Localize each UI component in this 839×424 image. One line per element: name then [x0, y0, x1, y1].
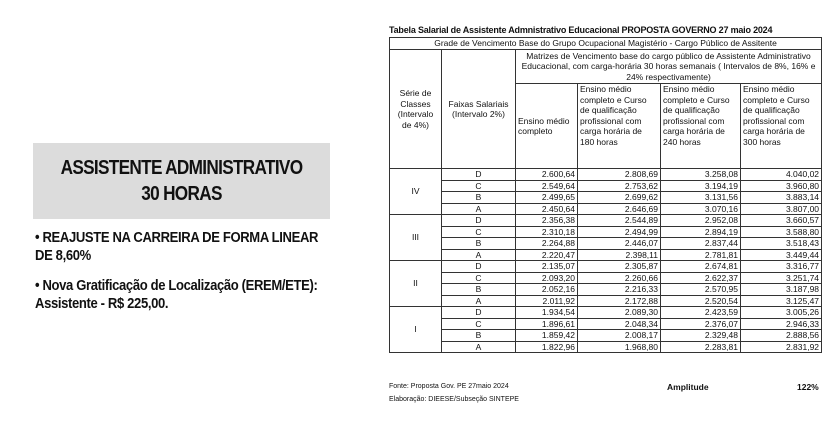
value-cell: 4.040,02 — [741, 169, 822, 181]
table-row — [390, 284, 822, 296]
matrix-header-row — [390, 50, 822, 84]
col-240-header: Ensino médio completo e Curso de qualificação profissional com carga horária de 240 horas — [661, 84, 741, 169]
value-cell: 3.518,43 — [741, 238, 822, 250]
table-row — [390, 169, 822, 181]
value-cell: 2.305,87 — [578, 261, 661, 273]
value-cell: 2.264,88 — [516, 238, 578, 250]
value-cell: 2.446,07 — [578, 238, 661, 250]
value-cell: 3.187,98 — [741, 284, 822, 296]
group-header: Grade de Vencimento Base do Grupo Ocupacional Magistério - Cargo Público de Assitente — [390, 38, 822, 50]
faixa-cell: D — [442, 261, 516, 273]
table-row — [390, 261, 822, 273]
table-row — [390, 249, 822, 261]
value-cell: 2.952,08 — [661, 215, 741, 227]
value-cell: 3.588,80 — [741, 226, 822, 238]
value-cell: 3.070,16 — [661, 203, 741, 215]
bullet-readjustment: • REAJUSTE NA CARREIRA DE FORMA LINEAR DE 8,60% — [35, 230, 319, 264]
value-cell: 2.831,92 — [741, 341, 822, 353]
faixa-cell: C — [442, 180, 516, 192]
value-cell: 2.376,07 — [661, 318, 741, 330]
value-cell: 3.660,57 — [741, 215, 822, 227]
value-cell: 2.549,64 — [516, 180, 578, 192]
table-row — [390, 215, 822, 227]
amplitude-value: 122% — [797, 382, 819, 392]
value-cell: 2.135,07 — [516, 261, 578, 273]
value-cell: 2.570,95 — [661, 284, 741, 296]
table-title: Tabela Salarial de Assistente Admnistrativo Educacional PROPOSTA GOVERNO 27 maio 2024 — [389, 25, 773, 35]
faixa-cell: D — [442, 215, 516, 227]
faixa-cell: B — [442, 192, 516, 204]
value-cell: 2.310,18 — [516, 226, 578, 238]
value-cell: 3.131,56 — [661, 192, 741, 204]
value-cell: 2.011,92 — [516, 295, 578, 307]
value-cell: 2.699,62 — [578, 192, 661, 204]
faixa-cell: A — [442, 341, 516, 353]
title-line-2: 30 HORAS — [141, 183, 222, 205]
value-cell: 3.005,26 — [741, 307, 822, 319]
value-cell: 3.316,77 — [741, 261, 822, 273]
matrix-header: Matrizes de Vencimento base do cargo público de Assistente Administrativo Educacional, com carga-horária 30 horas semanais ( Intervalos de 8%, 16% e 24% respectivamente) — [516, 50, 822, 84]
value-cell: 1.968,80 — [578, 341, 661, 353]
value-cell: 1.859,42 — [516, 330, 578, 342]
table-row — [390, 318, 822, 330]
value-cell: 3.449,44 — [741, 249, 822, 261]
value-cell: 2.781,81 — [661, 249, 741, 261]
col-faixas-header: Faixas Salariais (Intervalo 2%) — [442, 50, 516, 169]
value-cell: 2.888,56 — [741, 330, 822, 342]
faixa-cell: B — [442, 238, 516, 250]
value-cell: 2.622,37 — [661, 272, 741, 284]
faixa-cell: C — [442, 318, 516, 330]
col-180-header: Ensino médio completo e Curso de qualificação profissional com carga horária de 180 horas — [578, 84, 661, 169]
value-cell: 3.960,80 — [741, 180, 822, 192]
value-cell: 3.194,19 — [661, 180, 741, 192]
value-cell: 2.216,33 — [578, 284, 661, 296]
value-cell: 3.125,47 — [741, 295, 822, 307]
value-cell: 2.089,30 — [578, 307, 661, 319]
value-cell: 3.251,74 — [741, 272, 822, 284]
table-row — [390, 272, 822, 284]
value-cell: 2.008,17 — [578, 330, 661, 342]
value-cell: 2.946,33 — [741, 318, 822, 330]
group-header-row — [390, 38, 822, 50]
table-row — [390, 238, 822, 250]
serie-cell: I — [390, 307, 442, 353]
faixa-cell: A — [442, 249, 516, 261]
value-cell: 2.600,64 — [516, 169, 578, 181]
value-cell: 2.494,99 — [578, 226, 661, 238]
title-heading — [54, 155, 309, 207]
value-cell: 3.258,08 — [661, 169, 741, 181]
table-row — [390, 341, 822, 353]
col-300-header: Ensino médio completo e Curso de qualificação profissional com carga horária de 300 horas — [741, 84, 822, 169]
faixa-cell: A — [442, 295, 516, 307]
value-cell: 2.894,19 — [661, 226, 741, 238]
title-line-1: ASSISTENTE ADMINISTRATIVO — [60, 157, 303, 179]
value-cell: 2.499,65 — [516, 192, 578, 204]
value-cell: 1.896,61 — [516, 318, 578, 330]
value-cell: 2.520,54 — [661, 295, 741, 307]
table-row — [390, 295, 822, 307]
faixa-cell: B — [442, 330, 516, 342]
value-cell: 2.220,47 — [516, 249, 578, 261]
faixa-cell: C — [442, 272, 516, 284]
table-row — [390, 226, 822, 238]
title-box — [33, 143, 330, 219]
amplitude-label: Amplitude — [667, 382, 709, 392]
faixa-cell: C — [442, 226, 516, 238]
table-row — [390, 307, 822, 319]
faixa-cell: D — [442, 169, 516, 181]
table-row — [390, 180, 822, 192]
value-cell: 2.837,44 — [661, 238, 741, 250]
faixa-cell: D — [442, 307, 516, 319]
col-serie-header: Série de Classes (Intervalo de 4%) — [390, 50, 442, 169]
value-cell: 2.544,89 — [578, 215, 661, 227]
value-cell: 2.048,34 — [578, 318, 661, 330]
table-row — [390, 330, 822, 342]
col-basic-header: Ensino médio completo — [516, 84, 578, 169]
value-cell: 2.052,16 — [516, 284, 578, 296]
value-cell: 2.674,81 — [661, 261, 741, 273]
salary-table — [389, 37, 822, 353]
table-row — [390, 192, 822, 204]
value-cell: 1.934,54 — [516, 307, 578, 319]
value-cell: 3.883,14 — [741, 192, 822, 204]
value-cell: 2.646,69 — [578, 203, 661, 215]
value-cell: 1.822,96 — [516, 341, 578, 353]
value-cell: 2.260,66 — [578, 272, 661, 284]
serie-cell: III — [390, 215, 442, 261]
serie-cell: IV — [390, 169, 442, 215]
value-cell: 2.450,64 — [516, 203, 578, 215]
value-cell: 2.172,88 — [578, 295, 661, 307]
value-cell: 2.356,38 — [516, 215, 578, 227]
value-cell: 2.283,81 — [661, 341, 741, 353]
faixa-cell: B — [442, 284, 516, 296]
serie-cell: II — [390, 261, 442, 307]
value-cell: 2.329,48 — [661, 330, 741, 342]
elaboration-note: Elaboração: DIEESE/Subseção SINTEPE — [389, 396, 519, 403]
source-note: Fonte: Proposta Gov. PE 27maio 2024 — [389, 383, 509, 390]
value-cell: 2.808,69 — [578, 169, 661, 181]
value-cell: 2.423,59 — [661, 307, 741, 319]
value-cell: 3.807,00 — [741, 203, 822, 215]
value-cell: 2.398,11 — [578, 249, 661, 261]
value-cell: 2.093,20 — [516, 272, 578, 284]
faixa-cell: A — [442, 203, 516, 215]
value-cell: 2.753,62 — [578, 180, 661, 192]
table-row — [390, 203, 822, 215]
bullet-gratification: • Nova Gratificação de Localização (EREM/ETE): Assistente - R$ 225,00. — [35, 278, 318, 312]
